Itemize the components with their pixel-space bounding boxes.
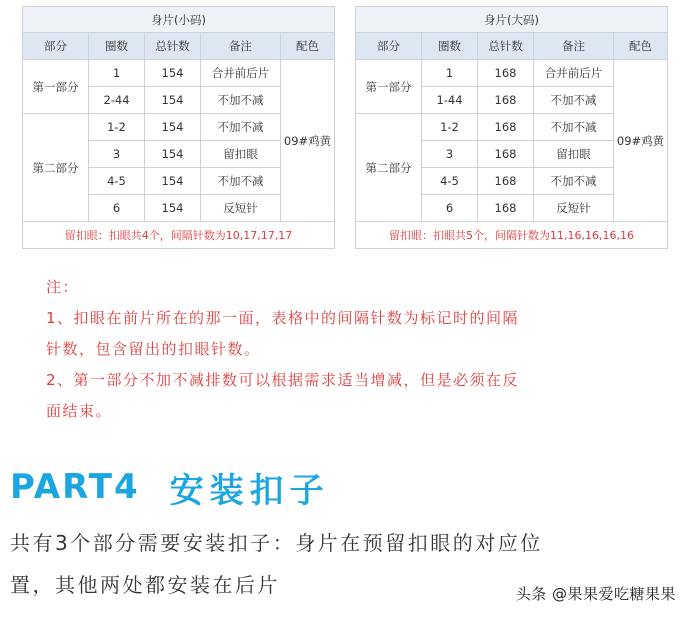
rounds-cell: 1 [89,60,145,87]
rounds-cell: 1-2 [422,114,478,141]
stitches-cell: 168 [478,60,534,87]
stitches-cell: 154 [145,114,201,141]
size-small-table [22,6,335,249]
remark-cell: 合并前后片 [201,60,281,87]
section-title: 安装扣子 [169,470,330,511]
stitches-cell: 154 [145,60,201,87]
stitches-cell: 154 [145,141,201,168]
rounds-cell: 6 [89,195,145,222]
body-line: 置，其他两处都安装在后片 [10,573,280,597]
size-large-table [355,6,668,249]
notes-block [46,272,666,427]
rounds-cell: 4-5 [422,168,478,195]
color-cell: 09#鸡黄 [614,60,668,222]
stitches-cell: 154 [145,195,201,222]
stitches-cell: 168 [478,195,534,222]
table-title: 身片(小码) [23,7,335,33]
header-rounds: 圈数 [89,33,145,60]
header-stitches: 总针数 [478,33,534,60]
rounds-cell: 4-5 [89,168,145,195]
header-remark: 备注 [534,33,614,60]
part-cell: 第一部分 [23,60,89,114]
notes-line: 2、第一部分不加不减排数可以根据需求适当增减，但是必须在反 [46,371,520,389]
remark-cell: 不加不减 [201,114,281,141]
buttonhole-note: 留扣眼：扣眼共4个，间隔针数为10,17,17,17 [23,222,335,249]
rounds-cell: 6 [422,195,478,222]
remark-cell: 不加不减 [534,114,614,141]
body-line: 共有3个部分需要安装扣子：身片在预留扣眼的对应位 [10,531,543,555]
header-color: 配色 [614,33,668,60]
stitches-cell: 168 [478,114,534,141]
table-title: 身片(大码) [356,7,668,33]
stitches-cell: 168 [478,168,534,195]
remark-cell: 不加不减 [201,87,281,114]
table-row [23,60,335,87]
remark-cell: 留扣眼 [201,141,281,168]
stitches-cell: 168 [478,141,534,168]
rounds-cell: 1-2 [89,114,145,141]
remark-cell: 不加不减 [534,168,614,195]
stitches-cell: 168 [478,87,534,114]
stitches-cell: 154 [145,168,201,195]
remark-cell: 反短针 [201,195,281,222]
header-part: 部分 [23,33,89,60]
part-label: PART4 [10,467,140,507]
rounds-cell: 3 [422,141,478,168]
header-rounds: 圈数 [422,33,478,60]
rounds-cell: 1-44 [422,87,478,114]
header-color: 配色 [281,33,335,60]
rounds-cell: 3 [89,141,145,168]
notes-line: 面结束。 [46,402,113,420]
header-stitches: 总针数 [145,33,201,60]
remark-cell: 反短针 [534,195,614,222]
part-cell: 第一部分 [356,60,422,114]
remark-cell: 不加不减 [201,168,281,195]
notes-line: 针数，包含留出的扣眼针数。 [46,340,261,358]
header-remark: 备注 [201,33,281,60]
buttonhole-note: 留扣眼：扣眼共5个，间隔针数为11,16,16,16,16 [356,222,668,249]
color-cell: 09#鸡黄 [281,60,335,222]
part-cell: 第二部分 [23,114,89,222]
watermark: 头条 @果果爱吃糖果果 [515,585,676,603]
rounds-cell: 1 [422,60,478,87]
notes-line: 1、扣眼在前片所在的那一面，表格中的间隔针数为标记时的间隔 [46,309,520,327]
remark-cell: 不加不减 [534,87,614,114]
section-heading [10,462,330,512]
rounds-cell: 2-44 [89,87,145,114]
remark-cell: 留扣眼 [534,141,614,168]
table-row [356,60,668,87]
part-cell: 第二部分 [356,114,422,222]
notes-heading: 注： [46,278,80,296]
remark-cell: 合并前后片 [534,60,614,87]
header-part: 部分 [356,33,422,60]
stitches-cell: 154 [145,87,201,114]
